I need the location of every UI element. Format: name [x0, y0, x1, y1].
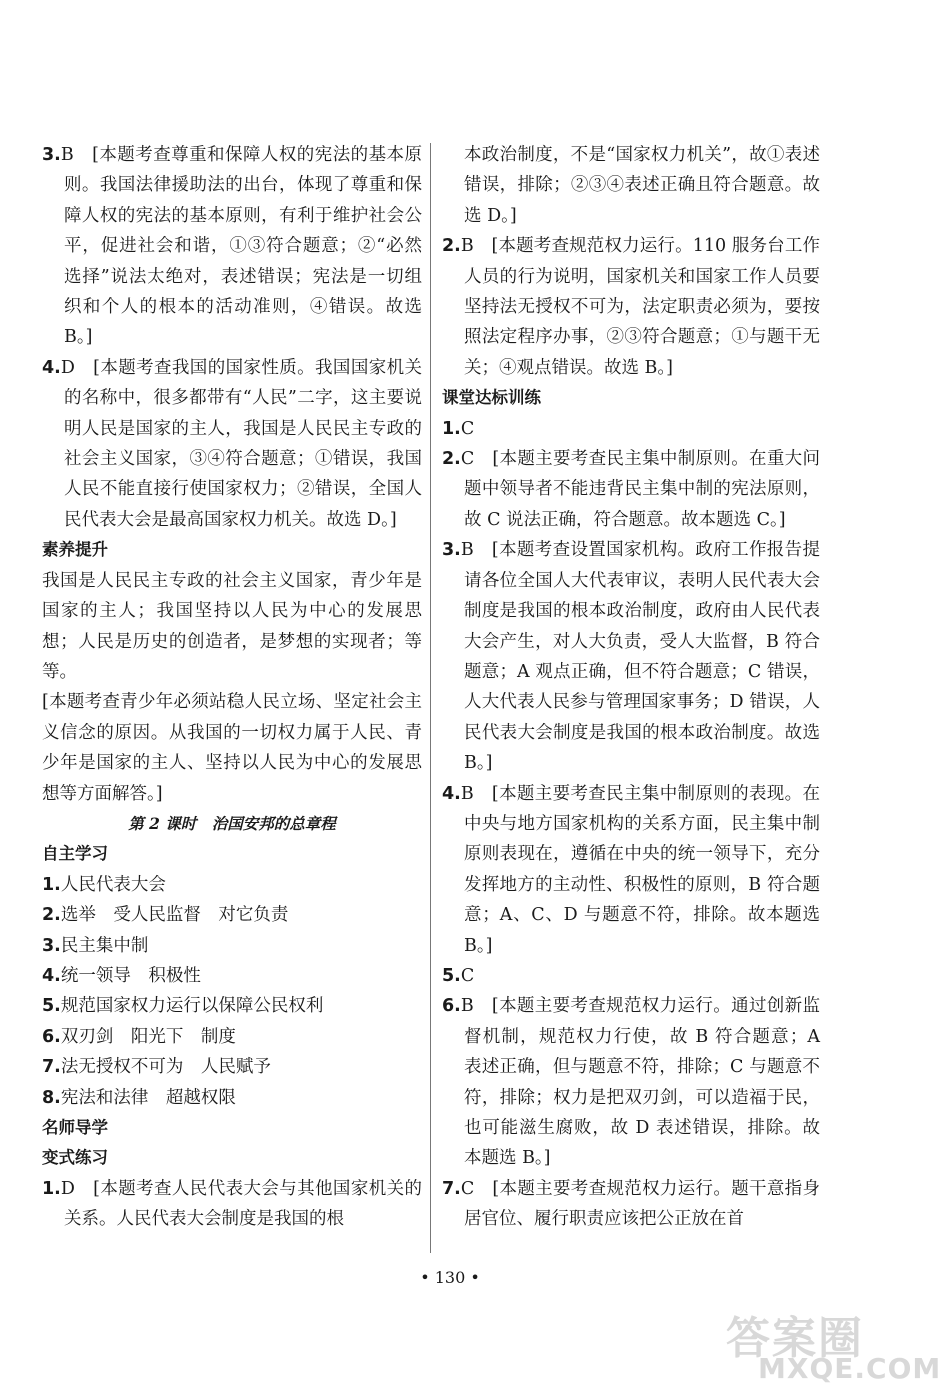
answer-number: 5.	[42, 996, 61, 1017]
answer-number: 8.	[42, 1087, 61, 1108]
section-heading: 名师导学	[42, 1118, 108, 1137]
answer-text: 选举 受人民监督 对它负责	[60, 905, 289, 926]
answer-number: 7.	[42, 1057, 61, 1078]
answer-item	[442, 779, 820, 961]
answer-item	[42, 931, 422, 961]
answer-number: 5.	[442, 965, 461, 986]
answer-text: C	[460, 965, 475, 986]
answer-item	[442, 1174, 820, 1235]
answer-number: 1.	[42, 1178, 61, 1199]
answer-text: 双刃剑 阳光下 制度	[60, 1026, 236, 1047]
lesson-title: 第 2 课时 治国安邦的总章程	[128, 813, 336, 833]
answer-number: 2.	[442, 236, 461, 257]
page-number: • 130 •	[420, 1268, 480, 1287]
answer-item	[42, 961, 422, 991]
answer-item	[442, 991, 820, 1173]
answer-item	[42, 140, 422, 353]
answer-text: 法无授权不可为 人民赋予	[60, 1057, 271, 1078]
answer-text: B [本题主要考查民主集中制原则的表现。在中央与地方国家机构的关系方面，民主集中制原则表现在，遵循在中央的统一领导下，充分发挥地方的主动性、积极性的原则，B 符合题意；A、C、D 与题意不符，排除。故本题选 B。]	[460, 783, 820, 956]
answer-text: C [本题主要考查民主集中制原则。在重大问题中领导者不能违背民主集中制的宪法原则，故 C 说法正确，符合题意。故本题选 C。]	[460, 449, 820, 530]
answer-item	[442, 535, 820, 778]
answer-number: 4.	[42, 357, 61, 378]
answer-number: 7.	[442, 1178, 461, 1199]
answer-text: B [本题主要考查规范权力运行。通过创新监督机制，规范权力行使，故 B 符合题意；A 表述正确，但与题意不符，排除；C 与题意不符，排除；权力是把双刃剑，可以造福于民，也可能滋生腐败，故 D 表述错误，排除。故本题选 B。]	[460, 996, 820, 1169]
right-column	[442, 140, 820, 1235]
answer-item	[42, 870, 422, 900]
answer-item	[42, 900, 422, 930]
answer-text: B [本题考查设置国家机构。政府工作报告提请各位全国人大代表审议，表明人民代表大会制度是我国的根本政治制度，政府由人民代表大会产生，对人大负责，受人大监督，B 符合题意；A 观点正确，但不符合题意；C 错误，人大代表人民参与管理国家事务；D 错误，人民代表大会制度是我国的根本政治制度。故选 B。]	[460, 540, 820, 774]
answer-number: 6.	[442, 996, 461, 1017]
answer-number: 3.	[42, 145, 61, 165]
answer-number: 3.	[42, 935, 61, 956]
watermark-logo	[718, 1302, 941, 1388]
answer-text: B [本题考查规范权力运行。110 服务台工作人员的行为说明，国家机关和国家工作人员要坚持法无授权不可为，法定职责必须为，要按照法定程序办事，②③符合题意；①与题干无关；④观点错误。故选 B。]	[460, 236, 820, 378]
answer-item	[42, 1052, 422, 1082]
answer-text: B [本题考查尊重和保障人权的宪法的基本原则。我国法律援助法的出台，体现了尊重和保障人权的宪法的基本原则，有利于维护社会公平，促进社会和谐，①③符合题意；②“必然选择”说法太绝对，表述错误；宪法是一切组织和个人的根本的活动准则，④错误。故选 B。]	[60, 145, 422, 348]
answer-item	[42, 353, 422, 535]
section-heading: 变式练习	[42, 1148, 108, 1168]
answer-item	[42, 1083, 422, 1113]
answer-text: 规范国家权力运行以保障公民权利	[60, 996, 324, 1017]
answer-item	[442, 414, 820, 444]
section-heading: 课堂达标训练	[442, 388, 541, 408]
answer-text: 统一领导 积极性	[60, 965, 201, 986]
answer-item	[442, 444, 820, 535]
answer-number: 2.	[42, 905, 61, 926]
answer-text: C	[460, 418, 475, 439]
left-column	[42, 140, 422, 1235]
answer-item	[42, 1174, 422, 1235]
watermark-url: MXQE.COM	[758, 1352, 941, 1385]
answer-item	[42, 991, 422, 1021]
answer-continuation: 本政治制度，不是“国家权力机关”，故①表述错误，排除；②③④表述正确且符合题意。故选 D。]	[464, 145, 820, 226]
answer-item	[42, 1022, 422, 1052]
answer-item	[442, 231, 820, 383]
answer-text: C [本题主要考查规范权力运行。题干意指身居官位、履行职责应该把公正放在首	[460, 1178, 820, 1230]
answer-text: 人民代表大会	[60, 874, 166, 895]
answer-text: 宪法和法律 超越权限	[60, 1087, 236, 1108]
watermark-text: 答案圈	[726, 1313, 864, 1364]
paragraph: [本题考查青少年必须站稳人民立场、坚定社会主义信念的原因。从我国的一切权力属于人民、青少年是国家的主人、坚持以人民为中心的发展思想等方面解答。]	[42, 692, 422, 804]
answer-number: 2.	[442, 449, 461, 470]
column-divider	[430, 143, 431, 1253]
answer-text: D [本题考查我国的国家性质。我国国家机关的名称中，很多都带有“人民”二字，这主要说明人民是国家的主人，我国是人民民主专政的社会主义国家，③④符合题意；①错误，我国人民不能直接行使国家权力；②错误，全国人民代表大会是最高国家权力机关。故选 D。]	[60, 357, 422, 530]
answer-item	[442, 961, 820, 991]
answer-number: 3.	[442, 540, 461, 561]
section-heading: 素养提升	[42, 540, 108, 560]
answer-number: 6.	[42, 1026, 61, 1047]
answer-text: 民主集中制	[60, 935, 149, 956]
answer-number: 4.	[42, 965, 61, 986]
answer-number: 1.	[442, 418, 461, 439]
paragraph: 我国是人民民主专政的社会主义国家，青少年是国家的主人；我国坚持以人民为中心的发展思想；人民是历史的创造者，是梦想的实现者；等等。	[42, 570, 422, 682]
answer-number: 4.	[442, 783, 461, 804]
answer-text: D [本题考查人民代表大会与其他国家机关的关系。人民代表大会制度是我国的根	[60, 1178, 422, 1230]
answer-number: 1.	[42, 874, 61, 895]
section-heading: 自主学习	[42, 844, 108, 864]
